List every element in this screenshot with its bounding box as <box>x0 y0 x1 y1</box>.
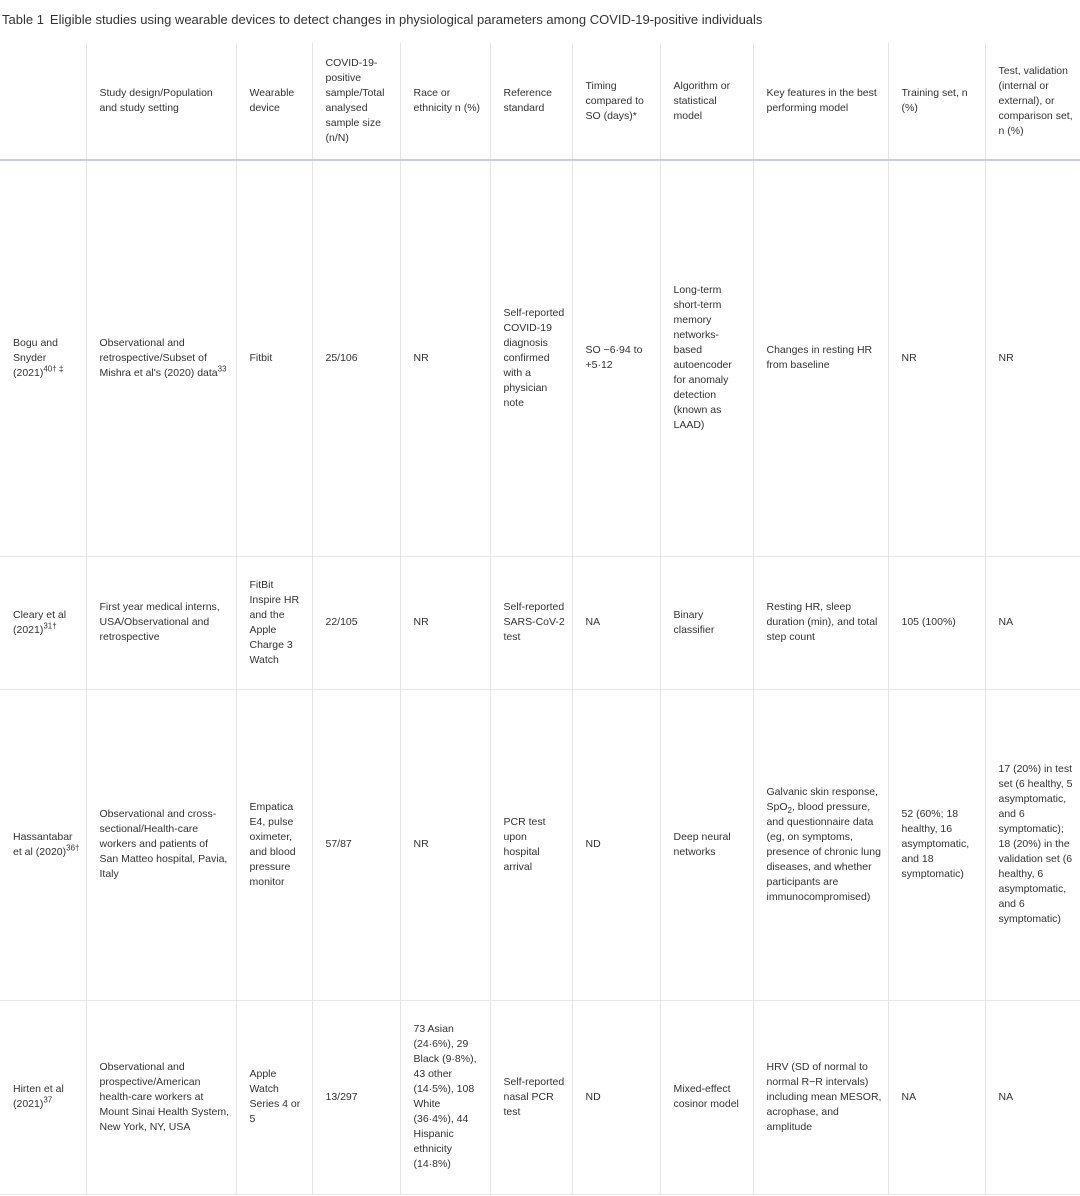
cell-timing: ND <box>572 1000 660 1194</box>
table-caption <box>2 12 762 27</box>
header-sample-size: COVID-19-positive sample/Total analysed sample size (n/N) <box>312 43 400 160</box>
cell-features: HRV (SD of normal to normal R−R intervals) including mean MESOR, acrophase, and amplitude <box>753 1000 888 1194</box>
cell-design: Observational and prospective/American health-care workers at Mount Sinai Health System, New York, NY, USA <box>86 1000 236 1194</box>
cell-features: Resting HR, sleep duration (min), and total step count <box>753 556 888 689</box>
cell-sample: 25/106 <box>312 160 400 556</box>
header-key-features: Key features in the best performing model <box>753 43 888 160</box>
cell-algorithm: Deep neural networks <box>660 689 753 1000</box>
table-row <box>0 689 1080 1000</box>
header-algorithm: Algorithm or statistical model <box>660 43 753 160</box>
cell-design: Observational and cross-sectional/Health-care workers and patients of San Matteo hospital, Pavia, Italy <box>86 689 236 1000</box>
cell-design: Observational and retrospective/Subset of Mishra et al's (2020) data$^{33}$ <box>86 160 236 556</box>
cell-training: NR <box>888 160 985 556</box>
cell-algorithm: Long-term short-term memory networks-based autoencoder for anomaly detection (known as LAAD) <box>660 160 753 556</box>
cell-device: FitBit Inspire HR and the Apple Charge 3 Watch <box>236 556 312 689</box>
cell-race: 73 Asian (24·6%), 29 Black (9·8%), 43 other (14·5%), 108 White (36·4%), 44 Hispanic ethnicity (14·8%) <box>400 1000 490 1194</box>
cell-training: 52 (60%; 18 healthy, 16 asymptomatic, and 18 symptomatic) <box>888 689 985 1000</box>
cell-study: Bogu and Snyder $(2021)^{40\dagger \ddagger}$ <box>13 336 64 379</box>
cell-device: Empatica E4, pulse oximeter, and blood pressure monitor <box>236 689 312 1000</box>
cell-sample: 13/297 <box>312 1000 400 1194</box>
cell-timing: ND <box>572 689 660 1000</box>
table-row <box>0 1000 1080 1194</box>
table-title: Eligible studies using wearable devices to detect changes in physiological parameters among COVID-19-positive individuals <box>49 12 763 27</box>
cell-test: NR <box>985 160 1080 556</box>
cell-features: Galvanic skin response, SpO$_2$, blood pressure, and questionnaire data (eg, on symptoms, presence of chronic lung diseases, and whether participants are immunocompromised) <box>753 689 888 1000</box>
cell-reference: Self-reported SARS-CoV-2 test <box>490 556 572 689</box>
header-study <box>0 43 86 160</box>
header-row <box>0 43 1080 160</box>
table-row <box>0 160 1080 556</box>
cell-device: Apple Watch Series 4 or 5 <box>236 1000 312 1194</box>
header-wearable-device: Wearable device <box>236 43 312 160</box>
header-reference-standard: Reference standard <box>490 43 572 160</box>
studies-table <box>0 43 1080 1195</box>
cell-study: Cleary et al $(2021)^{31\dagger}$ <box>13 608 67 636</box>
header-timing: Timing compared to SO (days)* <box>572 43 660 160</box>
cell-algorithm: Binary classifier <box>660 556 753 689</box>
cell-timing: NA <box>572 556 660 689</box>
cell-training: NA <box>888 1000 985 1194</box>
table-label: Table 1 <box>2 12 44 27</box>
cell-reference: PCR test upon hospital arrival <box>490 689 572 1000</box>
cell-device: Fitbit <box>236 160 312 556</box>
cell-test: NA <box>985 556 1080 689</box>
cell-algorithm: Mixed-effect cosinor model <box>660 1000 753 1194</box>
header-race-ethnicity: Race or ethnicity n (%) <box>400 43 490 160</box>
cell-reference: Self-reported COVID-19 diagnosis confirmed with a physician note <box>490 160 572 556</box>
cell-sample: 22/105 <box>312 556 400 689</box>
cell-timing: SO −6·94 to +5·12 <box>572 160 660 556</box>
cell-training: 105 (100%) <box>888 556 985 689</box>
cell-study: Hirten et al $(2021)^{37}$ <box>13 1083 64 1110</box>
cell-design: First year medical interns, USA/Observational and retrospective <box>86 556 236 689</box>
cell-test: 17 (20%) in test set (6 healthy, 5 asymptomatic, and 6 symptomatic); 18 (20%) in the validation set (6 healthy, 6 asymptomatic, and 6 symptomatic) <box>985 689 1080 1000</box>
cell-study: Hassantabar et al $(2020)^{36\dagger}$ <box>13 830 80 858</box>
cell-test: NA <box>985 1000 1080 1194</box>
table-row <box>0 556 1080 689</box>
cell-reference: Self-reported nasal PCR test <box>490 1000 572 1194</box>
cell-race: NR <box>400 160 490 556</box>
header-study-design: Study design/Population and study setting <box>86 43 236 160</box>
cell-race: NR <box>400 689 490 1000</box>
header-test-set: Test, validation (internal or external), or comparison set, n (%) <box>985 43 1080 160</box>
header-training-set: Training set, n (%) <box>888 43 985 160</box>
cell-race: NR <box>400 556 490 689</box>
cell-sample: 57/87 <box>312 689 400 1000</box>
cell-features: Changes in resting HR from baseline <box>753 160 888 556</box>
